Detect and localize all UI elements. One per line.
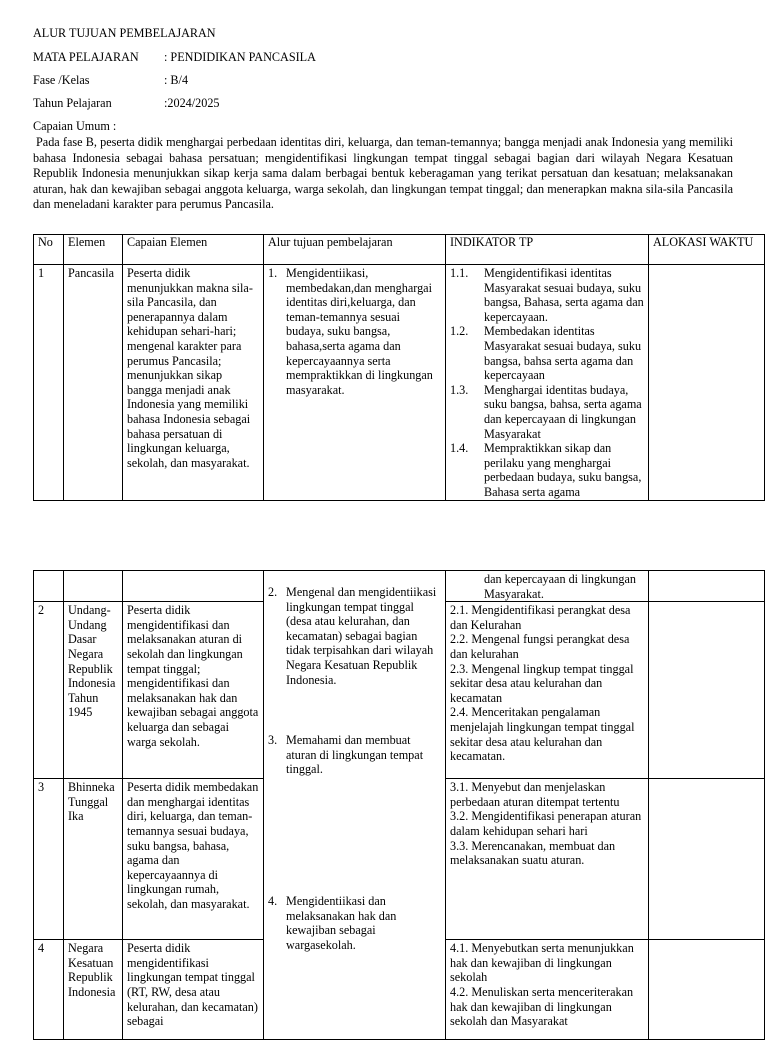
row1-alur <box>264 265 446 501</box>
subject-row <box>33 50 316 65</box>
alur-item-text: Memahami dan membuat aturan di lingkungan tempat tinggal. <box>286 733 424 777</box>
indikator-item: 2.4. Menceritakan pengalaman menjelajah lingkungan tempat tinggal sekitar desa atau kelurahan dan kecamatan. <box>450 705 635 764</box>
row3-alokasi <box>649 779 765 940</box>
alur-item-number: 1. <box>268 266 278 280</box>
indikator-number: 1.2. <box>450 324 469 339</box>
alur-item-2 <box>268 585 441 733</box>
row2-indikator <box>446 602 649 779</box>
phase-row <box>33 73 189 88</box>
indikator-item: 2.1. Mengidentifikasi perangkat desa dan Kelurahan <box>450 603 631 632</box>
alur-merged-cell <box>264 571 446 1040</box>
year-value: :2024/2025 <box>164 96 220 110</box>
year-label: Tahun Pelajaran <box>33 96 112 110</box>
indikator-item <box>450 383 644 441</box>
indikator-item: 2.2. Mengenal fungsi perangkat desa dan kelurahan <box>450 632 630 661</box>
atp-table-page-2 <box>33 570 765 1040</box>
subject-value: : PENDIDIKAN PANCASILA <box>164 50 316 64</box>
row4-alokasi <box>649 940 765 1040</box>
indikator-text: Mempraktikkan sikap dan perilaku yang menghargai perbedaan budaya, suku bangsa, Bahasa serta agama <box>484 441 642 499</box>
indikator-item: 2.3. Mengenal lingkup tempat tinggal sekitar desa atau kelurahan dan kecamatan <box>450 661 634 705</box>
capaian-umum-label: Capaian Umum : <box>33 119 117 133</box>
row4-no: 4 <box>34 940 64 1040</box>
cont-capaian <box>123 571 264 602</box>
row3-capaian: Peserta didik membedakan dan menghargai identitas diri, keluarga, dan teman-temannya sesuai budaya, suku bangsa, bahasa, agama dan kepercayaannya di lingkungan rumah, sekolah, dan masyarakat. <box>123 779 264 940</box>
indikator-item: 4.2. Menuliskan serta menceriterakan hak dan kewajiban di lingkungan sekolah dan Masyarakat <box>450 984 634 1029</box>
indikator-item: 4.1. Menyebutkan serta menunjukkan hak dan kewajiban di lingkungan sekolah <box>450 941 634 985</box>
alur-item-text: Mengidentiikasi, membedakan,dan menghargai identitas diri,keluarga, dan teman-temannya sesuai budaya, suku bangsa, bahasa,serta agama dan kepercayaannya serta mempraktikkan di lingkungan masyarakat. <box>286 266 433 397</box>
cont-no <box>34 571 64 602</box>
atp-table-page-1 <box>33 234 765 501</box>
alur-item-number: 2. <box>268 585 278 599</box>
table-header-row <box>34 235 765 265</box>
header-alur-tujuan: Alur tujuan pembelajaran <box>264 235 446 265</box>
indikator-item: 3.2. Mengidentifikasi penerapan aturan dalam kehidupan sehari hari <box>450 809 642 838</box>
indikator-item <box>450 324 644 382</box>
capaian-umum-text: Pada fase B, peserta didik menghargai perbedaan identitas diri, keluarga, dan teman-temannya; bangga menjadi anak Indonesia yang memiliki bahasa Indonesia sebagai bahasa persatuan; mengidentifikasi lingkungan tempat tinggal sebagai bagian dari wilayah Negara Kesatuan Republik Indonesia menunjukkan sikap kerja sama dalam berbagai bentuk keberagaman yang terikat persatuan dan kesatuan; melaksanakan aturan, hak dan kewajiban sebagai anggota keluarga, warga sekolah, dan lingkungan tempat tinggal; dan menerapkan makna sila-sila Pancasila dan meneladani karakter para perumus Pancasila. <box>33 135 733 212</box>
alur-item-number: 4. <box>268 894 278 908</box>
indikator-text: Membedakan identitas Masyarakat sesuai budaya, suku bangsa, bahsa serta agama dan kepercayaan <box>484 324 642 383</box>
alur-item-4 <box>268 894 441 952</box>
row4-elemen: Negara Kesatuan Republik Indonesia <box>64 940 123 1040</box>
cont-elemen <box>64 571 123 602</box>
phase-value: : B/4 <box>164 73 189 87</box>
subject-label: MATA PELAJARAN <box>33 50 139 64</box>
indikator-number: 1.4. <box>450 441 469 456</box>
row3-no: 3 <box>34 779 64 940</box>
row1-no: 1 <box>34 265 64 501</box>
alur-item-text: Mengidentiikasi dan melaksanakan hak dan kewajiban sebagai wargasekolah. <box>286 894 397 952</box>
header-indikator-tp: INDIKATOR TP <box>446 235 649 265</box>
row4-indikator <box>446 940 649 1040</box>
row2-capaian: Peserta didik mengidentifikasi dan melaksanakan aturan di sekolah dan lingkungan tempat tinggal; mengidentifikasi dan melaksanakan hak dan kewajiban sebagai anggota keluarga dan sebagai warga sekolah. <box>123 602 264 779</box>
table-row-continuation <box>34 571 765 602</box>
row1-capaian: Peserta didik menunjukkan makna sila-sila Pancasila, dan penerapannya dalam kehidupan sehari-hari; mengenal karakter para perumus Pancasila; menunjukkan sikap bangga menjadi anak Indonesia yang memiliki bahasa Indonesia sebagai bahasa persatuan di lingkungan keluarga, sekolah, dan masyarakat. <box>123 265 264 501</box>
row3-indikator <box>446 779 649 940</box>
row3-elemen: Bhinneka Tunggal Ika <box>64 779 123 940</box>
phase-label: Fase /Kelas <box>33 73 90 87</box>
row2-alokasi <box>649 602 765 779</box>
row1-alokasi <box>649 265 765 501</box>
indikator-number: 1.3. <box>450 382 469 397</box>
indikator-text: Mengidentifikasi identitas Masyarakat sesuai budaya, suku bangsa, Bahasa, serta agama dan kepercayaan. <box>484 266 644 324</box>
alur-item-number: 3. <box>268 733 278 747</box>
row1-elemen: Pancasila <box>64 265 123 501</box>
row1-indikator <box>446 265 649 501</box>
cont-alokasi <box>649 571 765 602</box>
header-no: No <box>34 235 64 265</box>
row2-no: 2 <box>34 602 64 779</box>
row2-elemen: Undang-Undang Dasar Negara Republik Indonesia Tahun 1945 <box>64 602 123 779</box>
year-row <box>33 96 220 111</box>
indikator-item <box>450 441 644 499</box>
table-row <box>34 265 765 501</box>
indikator-text: Menghargai identitas budaya, suku bangsa, bahsa, serta agama dan kepercayaan di lingkungan Masyarakat <box>484 382 642 441</box>
indikator-item: 3.3. Merencanakan, membuat dan melaksanakan suatu aturan. <box>450 838 616 868</box>
document-title: ALUR TUJUAN PEMBELAJARAN <box>33 26 216 40</box>
row4-capaian: Peserta didik mengidentifikasi lingkungan tempat tinggal (RT, RW, desa atau kelurahan, dan kecamatan) sebagai <box>123 940 264 1040</box>
indikator-item: 3.1. Menyebut dan menjelaskan perbedaan aturan ditempat tertentu <box>450 780 620 809</box>
header-elemen: Elemen <box>64 235 123 265</box>
alur-item-1 <box>268 266 441 397</box>
alur-item-text: Mengenal dan mengidentiikasi lingkungan tempat tinggal (desa atau kelurahan, dan kecamatan) sebagai bagian tidak terpisahkan dari wilayah Negara Kesatuan Republik Indonesia. <box>286 585 437 687</box>
alur-item-3 <box>268 733 441 894</box>
header-capaian-elemen: Capaian Elemen <box>123 235 264 265</box>
cont-indikator: dan kepercayaan di lingkungan Masyarakat. <box>446 571 649 602</box>
indikator-number: 1.1. <box>450 266 469 280</box>
indikator-item <box>450 266 644 324</box>
header-alokasi-waktu: ALOKASI WAKTU <box>649 235 765 265</box>
